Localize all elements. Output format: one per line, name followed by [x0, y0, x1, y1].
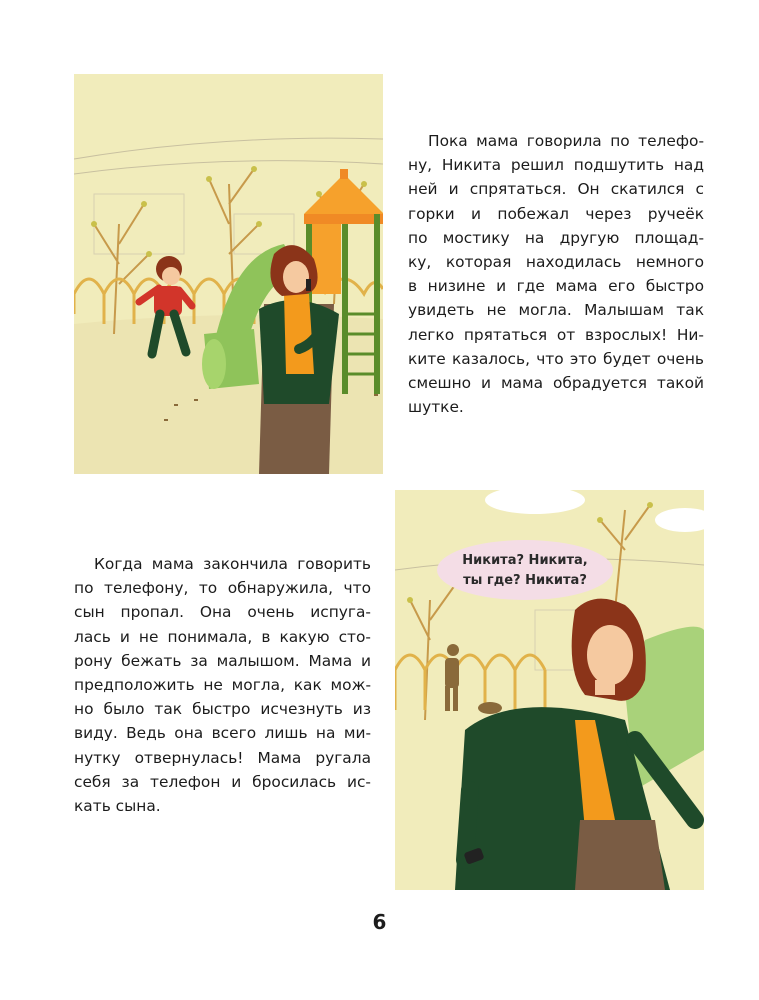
illustration-worried-mom — [395, 490, 704, 890]
speech-bubble-line1: Никита? Никита, — [462, 553, 588, 568]
story-line: лась и не понимала, в какую сто- — [74, 627, 371, 646]
worried-mom-scene-svg — [395, 490, 704, 890]
speech-bubble — [437, 540, 613, 600]
story-line: увидеть не могла. Малышам так — [408, 301, 704, 320]
story-line: виду. Ведь она всего лишь на ми- — [74, 724, 371, 743]
story-line: ней и спрятаться. Он скатился с — [408, 180, 704, 199]
story-line: смешно и мама обрадуется такой — [408, 374, 704, 393]
story-line: ките казалось, что это будет очень — [408, 349, 704, 368]
story-line: но было так быстро исчезнуть из — [74, 700, 371, 719]
story-line: рону бежать за малышом. Мама и — [74, 651, 371, 670]
story-line: себя за телефон и бросилась ис- — [74, 772, 371, 791]
story-line: ку, которая находилась немного — [408, 253, 704, 272]
story-line: по телефону, то обнаружила, что — [74, 579, 371, 598]
story-line: горки и побежал через ручеёк — [408, 204, 704, 223]
story-line: легко прятаться от взрослых! Ни- — [408, 325, 704, 344]
story-line: Когда мама закончила говорить — [94, 555, 371, 573]
story-line: нутку отвернулась! Мама ругала — [74, 748, 371, 767]
story-line: ну, Никита решил подшутить над — [408, 156, 704, 175]
story-line: в низине и где мама его быстро — [408, 277, 704, 296]
story-line: предположить не могла, как мож- — [74, 676, 371, 695]
story-line: сын пропал. Она очень испуга- — [74, 603, 371, 622]
illustration-playground-phone — [74, 74, 383, 474]
page-number: 6 — [372, 910, 387, 934]
story-line: кать сына. — [74, 797, 161, 816]
story-line: шутке. — [408, 398, 464, 417]
story-line: по мостику на другую площад- — [408, 228, 704, 247]
playground-scene-svg — [74, 74, 383, 474]
speech-bubble-line2: ты где? Никита? — [463, 573, 587, 588]
story-paragraph-top — [408, 129, 704, 419]
story-line: Пока мама говорила по телефо- — [428, 132, 704, 150]
story-paragraph-bottom — [74, 552, 371, 818]
